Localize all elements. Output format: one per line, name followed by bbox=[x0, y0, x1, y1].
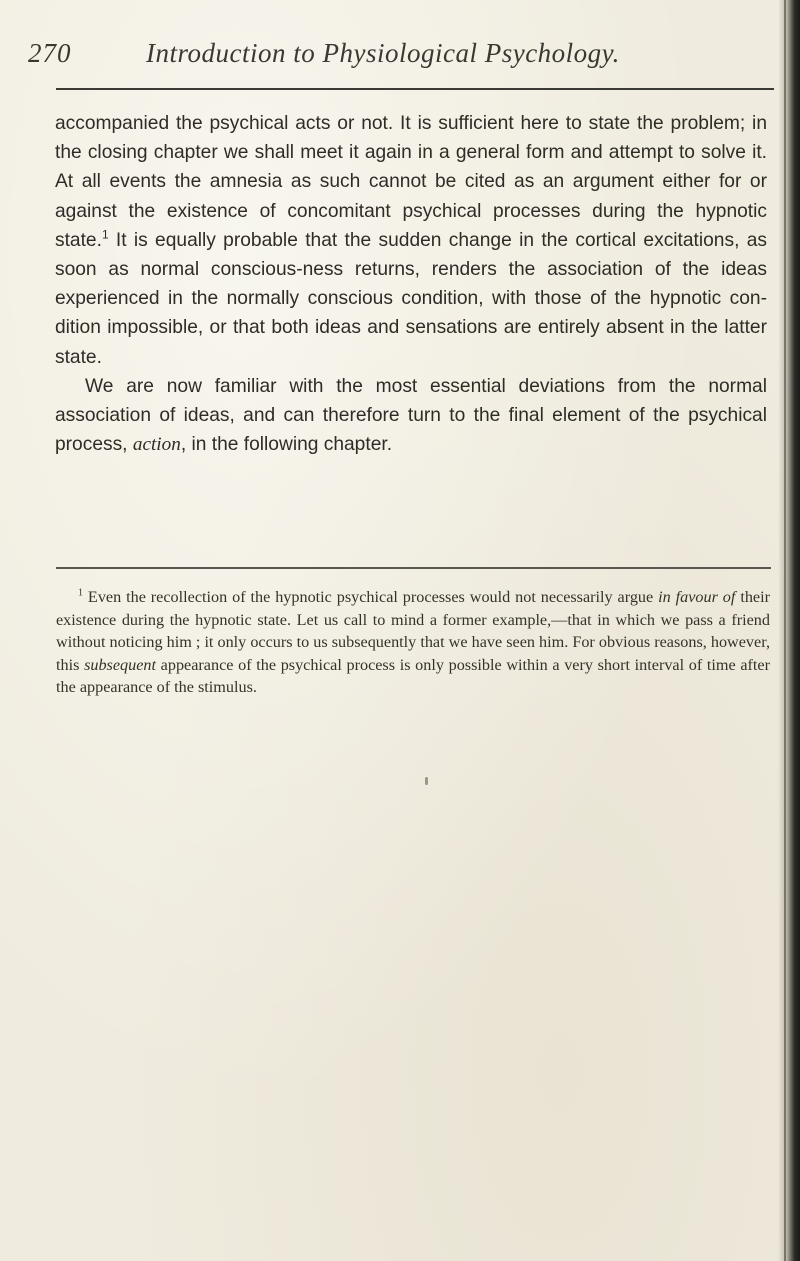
running-head: Introduction to Physiological Psychology. bbox=[146, 38, 620, 68]
paper-speck bbox=[425, 777, 428, 785]
paragraph-2 bbox=[55, 372, 767, 460]
paragraph-1 bbox=[55, 109, 767, 372]
paragraph-2-text-b: , in the following chapter. bbox=[180, 434, 393, 456]
paragraph-2-text-a: We are now familiar with the most essential deviations from the normal association of ideas, and can therefore turn to the final element of the psychical process, bbox=[55, 375, 767, 456]
paragraph-2-italic: action bbox=[132, 434, 181, 456]
book-edge-shadow bbox=[778, 0, 800, 1261]
footnote-text-1: Even the recollection of the hypnotic psychical processes would not necessarily argue bbox=[83, 588, 659, 606]
book-edge-line bbox=[784, 0, 786, 1261]
footnote-italic-1: in favour of bbox=[658, 588, 736, 606]
footnote-text-3: appearance of the psychical process is only possible within a very short interval of time after the appearance of the stimulus. bbox=[56, 655, 771, 697]
body-text bbox=[55, 109, 767, 459]
footnote-paragraph bbox=[56, 586, 770, 699]
footnote-marker: 1 bbox=[78, 587, 84, 599]
paragraph-1-text-b: It is equally probable that the sudden change in the cortical excitations, as soon as normal conscious-ness returns, renders the association of the ideas experienced in the normally conscious condition, with those of the hypnotic con-dition impossible, or that both ideas and sensations are entirely absent in the latter state. bbox=[55, 229, 767, 368]
footnote-rule bbox=[56, 567, 771, 569]
footnote-text-2: their existence during the hypnotic state. Let us call to mind a former example,—that in which we pass a friend without noticing him ; it only occurs to us subsequently that we have seen him. For obvious reasons, however, this bbox=[56, 588, 770, 674]
page-header bbox=[28, 38, 768, 78]
footnote bbox=[56, 586, 770, 699]
page-number: 270 bbox=[28, 38, 72, 68]
footnote-reference: 1 bbox=[101, 227, 109, 242]
paragraph-1-text-a: accompanied the psychical acts or not. It is sufficient here to state the problem; in the closing chapter we shall meet it again in a general form and attempt to solve it. At all events the amnesia as such cannot be cited as an argument either for or against the existence of concomitant psychical processes during the hypnotic state. bbox=[55, 113, 767, 251]
footnote-italic-2: subsequent bbox=[84, 655, 156, 674]
header-rule bbox=[56, 88, 774, 90]
